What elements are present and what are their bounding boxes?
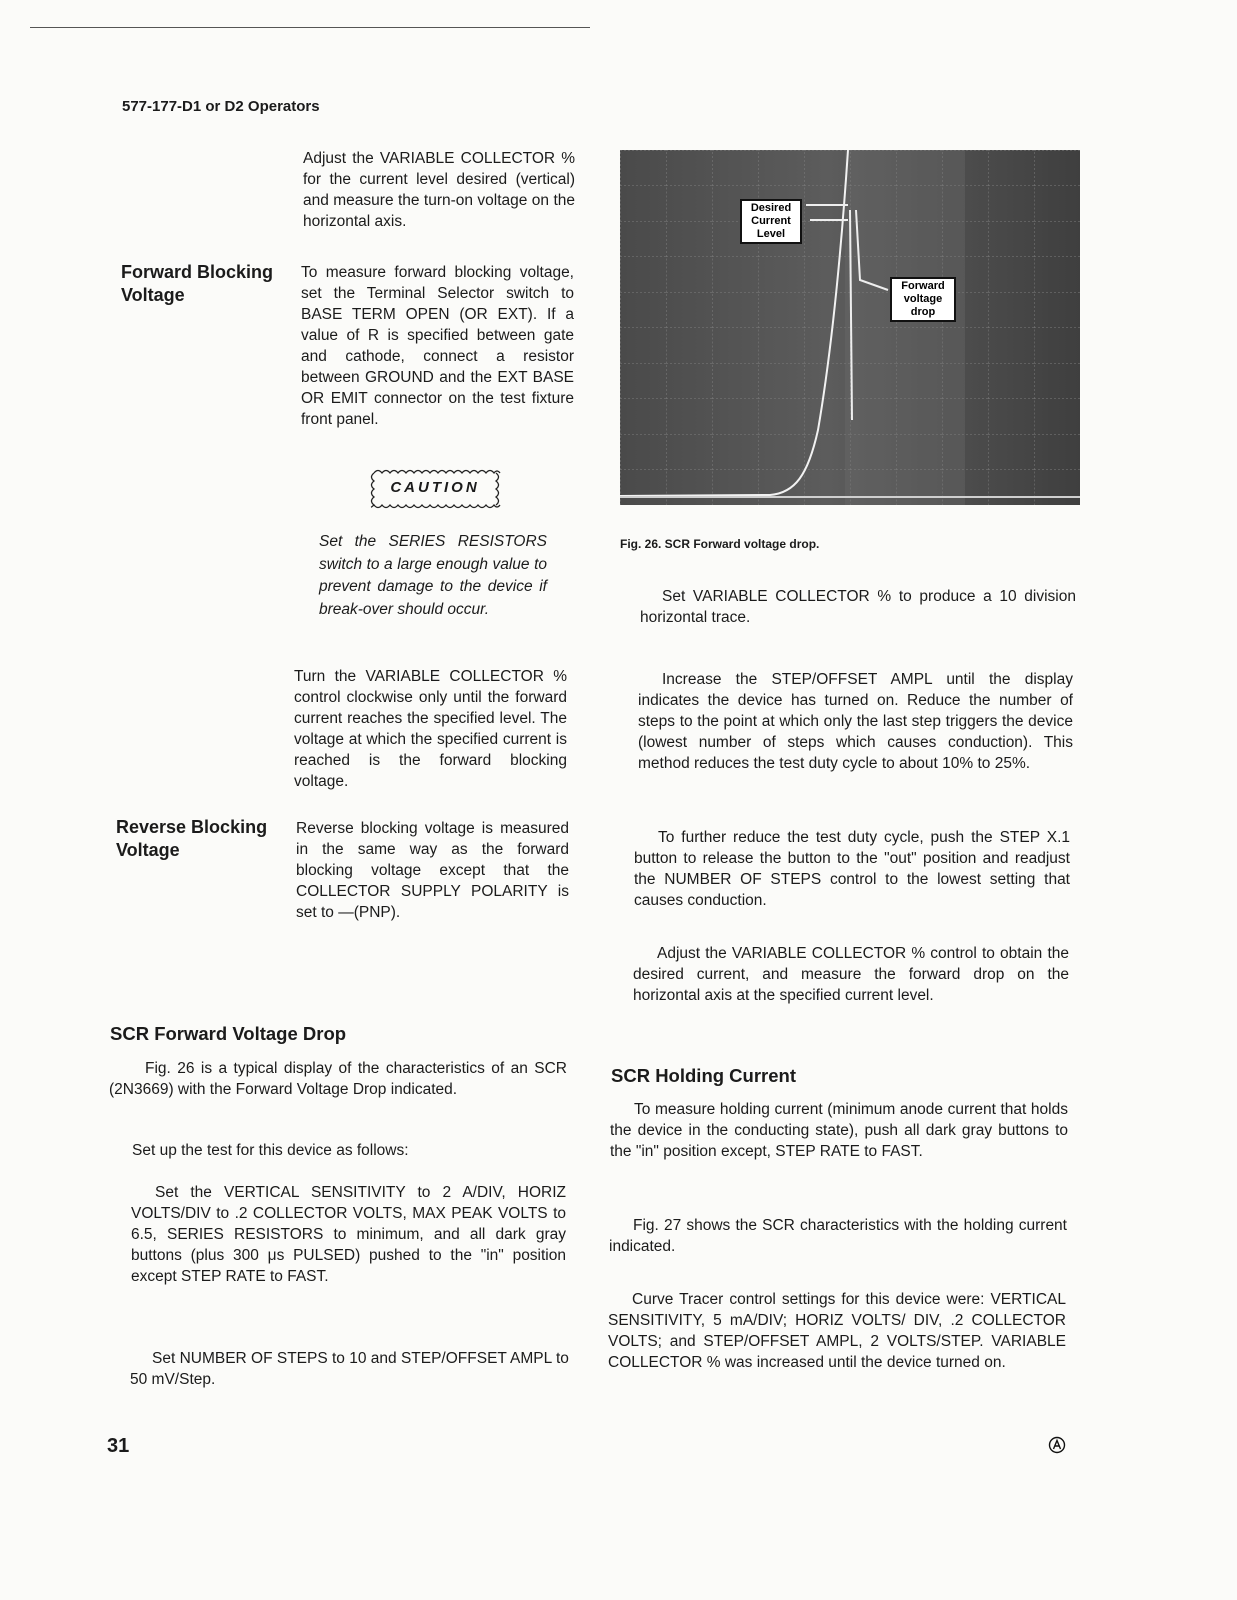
holding-paragraph-2: Fig. 27 shows the SCR characteristics with the holding current indicated. (609, 1217, 1067, 1255)
label-line: drop (910, 306, 936, 318)
scr-fvd-paragraph-3: Set the VERTICAL SENSITIVITY to 2 A/DIV, HORIZ VOLTS/DIV to .2 COLLECTOR VOLTS, MAX PEAK VOLTS to 6.5, SERIES RESISTORS to minimum, and all dark gray buttons (plus 300 μs PULSED) pushed to the "in" position except STEP RATE to FAST. (131, 1184, 566, 1285)
reverse-blocking-body: Reverse blocking voltage is measured in the same way as the forward blocking voltage except that the COLLECTOR SUPPLY POLARITY is set to —(PNP). (296, 820, 569, 921)
page-number: 31 (107, 1435, 130, 1457)
forward-blocking-body: To measure forward blocking voltage, set the Terminal Selector switch to BASE TERM OPEN (OR EXT). If a value of R is specified between gate and cathode, connect a resistor between GROUND and the EXT BASE OR EMIT connector on the test fixture front panel. (301, 264, 574, 428)
right-paragraph-2: Increase the STEP/OFFSET AMPL until the display indicates the device has turned on. Reduce the number of steps to the point at which only the last step triggers the device (lowest number of steps which causes conduction). This method reduces the test duty cycle to about 10% to 25%. (638, 671, 1073, 772)
label-line: voltage (903, 293, 943, 305)
figure-caption: Fig. 26. SCR Forward voltage drop. (620, 537, 820, 551)
scr-forward-voltage-drop-photo (620, 150, 1080, 505)
intro-paragraph: Adjust the VARIABLE COLLECTOR % for the current level desired (vertical) and measure the turn-on voltage on the horizontal axis. (303, 150, 575, 230)
caution-banner (368, 465, 502, 511)
scr-fvd-paragraph-4: Set NUMBER OF STEPS to 10 and STEP/OFFSET AMPL to 50 mV/Step. (130, 1350, 569, 1388)
reverse-blocking-heading: Reverse Blocking Voltage (116, 817, 268, 860)
right-paragraph-1: Set VARIABLE COLLECTOR % to produce a 10 division horizontal trace. (640, 588, 1076, 626)
label-line: Level (756, 228, 786, 240)
right-paragraph-4: Adjust the VARIABLE COLLECTOR % control to obtain the desired current, and measure the forward drop on the horizontal axis at the specified current level. (633, 945, 1069, 1004)
holding-paragraph-3: Curve Tracer control settings for this device were: VERTICAL SENSITIVITY, 5 mA/DIV; HORIZ VOLTS/ DIV, .2 COLLECTOR VOLTS; and STEP/OFFSET AMPL, 2 VOLTS/STEP. VARIABLE COLLECTOR % was increased until the device turned on. (608, 1291, 1066, 1371)
registered-circle-a-icon (1048, 1436, 1066, 1454)
label-line: Desired (750, 202, 792, 214)
caution-wavy-border-icon (368, 465, 502, 511)
holding-paragraph-1: To measure holding current (minimum anode current that holds the device in the conducting state), push all dark gray buttons to the "in" position except, STEP RATE to FAST. (610, 1101, 1068, 1160)
oscilloscope-trace-image (620, 150, 1080, 505)
label-line: Current (751, 215, 791, 227)
scr-fvd-paragraph-2: Set up the test for this device as follows: (132, 1142, 409, 1159)
turn-collector-paragraph: Turn the VARIABLE COLLECTOR % control clockwise only until the forward current reaches the specified level. The voltage at which the specified current is reached is the forward blocking voltage. (294, 668, 567, 790)
scr-holding-current-heading: SCR Holding Current (611, 1065, 796, 1086)
scr-fvd-paragraph-1: Fig. 26 is a typical display of the characteristics of an SCR (2N3669) with the Forward Voltage Drop indicated. (109, 1060, 567, 1098)
caution-label: CAUTION (390, 479, 480, 496)
forward-voltage-drop-label (890, 277, 956, 322)
page-header: 577-177-D1 or D2 Operators (122, 98, 320, 115)
label-line: Forward (901, 280, 945, 292)
desired-current-level-label (740, 199, 802, 244)
forward-blocking-heading: Forward Blocking Voltage (121, 262, 274, 305)
right-paragraph-3: To further reduce the test duty cycle, push the STEP X.1 button to release the button to the "out" position and readjust the NUMBER OF STEPS control to the lowest setting that causes conduction. (634, 829, 1070, 909)
scr-forward-voltage-drop-heading: SCR Forward Voltage Drop (110, 1023, 347, 1044)
caution-text: Set the SERIES RESISTORS switch to a large enough value to prevent damage to the device if break-over should occur. (319, 533, 547, 618)
top-rule (30, 27, 590, 28)
